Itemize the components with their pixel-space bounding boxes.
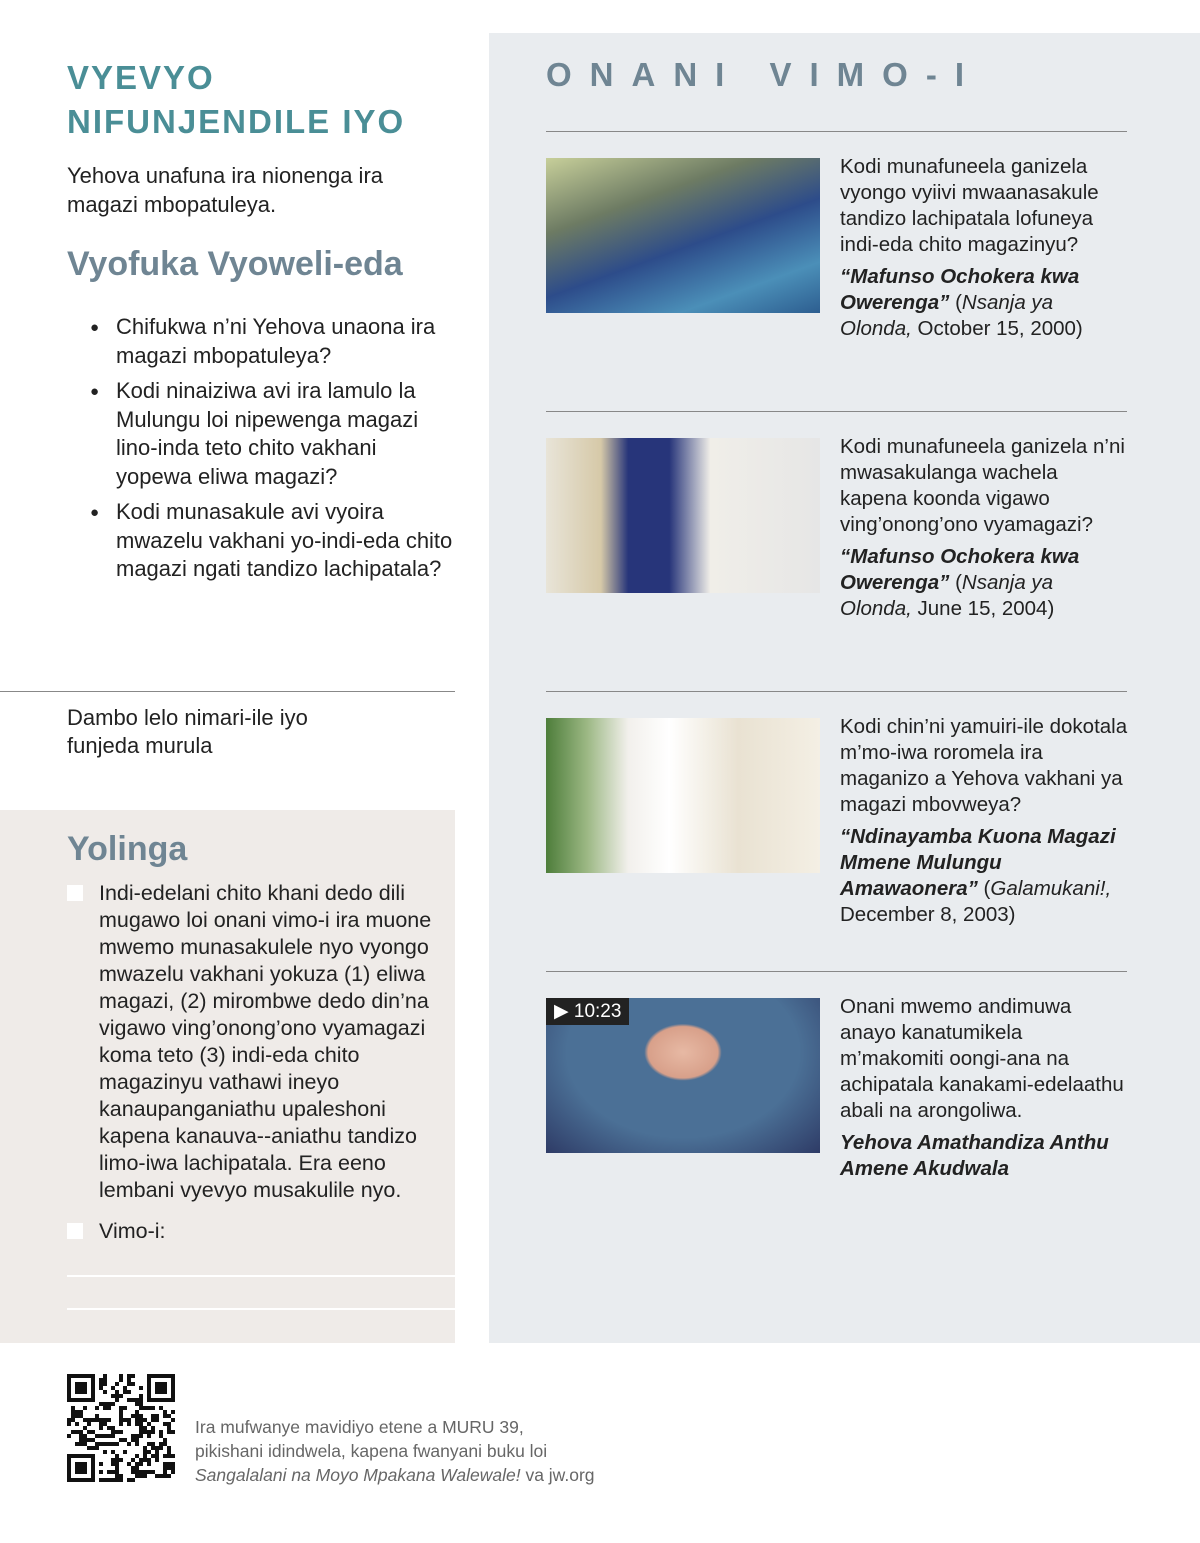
item-description: Kodi chin’ni yamuiri-ile dokotala m’mo-iwa roromela ira maganizo a Yehova vakhani ya magazi mbovweya? (840, 715, 1128, 816)
write-line[interactable] (67, 1308, 455, 1310)
citation-source: Nsanja ya Olonda, (840, 291, 1054, 340)
footer-text (195, 1415, 595, 1487)
divider (546, 411, 1127, 412)
questions-list (90, 313, 455, 591)
section-title: VYEVYO NIFUNJENDILE IYO (67, 59, 406, 140)
item-description: Kodi munafuneela ganizela n’ni mwasakulanga wachela kapena koonda vigawo ving’onong’ono vyamagazi? (840, 435, 1125, 536)
watch-title: ONANI VIMO-I (546, 56, 982, 93)
checkbox[interactable] (67, 885, 83, 901)
citation-date: December 8, 2003) (840, 903, 1016, 926)
citation[interactable] (840, 1130, 1130, 1182)
divider (546, 131, 1127, 132)
citation-title[interactable]: “Mafunso Ochokera kwa Owerenga” (840, 545, 1080, 594)
video-title[interactable]: Yehova Amathandiza Anthu Amene Akudwala (840, 1131, 1109, 1180)
write-line[interactable] (67, 1275, 455, 1277)
citation[interactable]: “Mafunso Ochokera kwa Owerenga” (Nsanja ya Olonda, October 15, 2000) (840, 265, 1083, 340)
question-item: ● Chifukwa n’ni Yehova unaona ira magazi mbopatuleya? (90, 313, 455, 370)
resource-item (546, 995, 1127, 1228)
intro-text: Yehova unafuna ira nionenga ira magazi mbopatuleya. (67, 163, 384, 217)
resource-item (546, 435, 1127, 668)
citation-date: June 15, 2004) (917, 597, 1055, 620)
practice-heading: Yolinga (67, 830, 188, 868)
item-description: Kodi munafuneela ganizela vyongo vyiivi mwaanasakule tandizo lachipatala lofuneya indi-eda chito magazinyu? (840, 155, 1099, 256)
citation[interactable]: “Ndinayamba Kuona Magazi Mmene Mulungu Amawaonera” (Galamukani!, December 8, 2003) (840, 825, 1116, 926)
qr-code (67, 1374, 175, 1482)
doctor-patient-photo[interactable] (546, 438, 820, 593)
footer-line: pikishani idindwela, kapena fwanyani buku loi (195, 1441, 548, 1461)
video-duration: ▶ 10:23 (546, 998, 629, 1025)
footer-line: Ira mufwanye mavidiyo etene a MURU 39, (195, 1417, 524, 1437)
questions-heading: Vyofuka Vyoweli-eda (67, 245, 403, 283)
citation-source: Galamukani!, (990, 877, 1112, 900)
practice-text: Indi-edelani chito khani dedo dili mugawo loi onani vimo-i ira muone mwemo munasakulele nyo vyongo mwazelu vakhani yokuza (1) eliwa magazi, (2) mirombwe dedo din’na vigawo ving’onong’ono vyamagazi koma teto (3) indi-eda chito magazinyu vathawi ineyo kanaupanganiathu upaleshoni kapena kanauva--aniathu tandizo limo-iwa lachipatala. Era eeno lembani vyevyo musakulile nyo. (99, 881, 432, 1202)
practice-item[interactable] (67, 1218, 447, 1245)
resource-item (546, 155, 1127, 388)
divider (546, 691, 1127, 692)
divider (546, 971, 1127, 972)
practice-text: Vimo-i: (99, 1219, 166, 1243)
checkbox[interactable] (67, 1223, 83, 1239)
question-item: ● Kodi munasakule avi vyoira mwazelu vakhani yo-indi-eda chito magazi ngati tandizo lachipatala? (90, 498, 455, 584)
surgery-photo[interactable] (546, 158, 820, 313)
question-item: ● Kodi ninaiziwa avi ira lamulo la Mulungu loi nipewenga magazi lino-inda teto chito vakhani yopewa eliwa magazi? (90, 377, 455, 491)
item-description: Onani mwemo andimuwa anayo kanatumikela m’makomiti oongi-ana na achipatala kanakami-edelaathu abali na arongoliwa. (840, 995, 1124, 1122)
citation-source: Nsanja ya Olonda, (840, 571, 1054, 620)
citation-title[interactable]: “Mafunso Ochokera kwa Owerenga” (840, 265, 1080, 314)
speaker-video[interactable] (546, 998, 820, 1153)
citation[interactable]: “Mafunso Ochokera kwa Owerenga” (Nsanja ya Olonda, June 15, 2004) (840, 545, 1080, 620)
citation-title[interactable]: “Ndinayamba Kuona Magazi Mmene Mulungu Amawaonera” (840, 825, 1116, 900)
divider (0, 691, 455, 692)
citation-date: October 15, 2000) (917, 317, 1083, 340)
notes-label: Dambo lelo nimari-ile iyo funjeda murula (67, 705, 308, 758)
doctor-photo[interactable] (546, 718, 820, 873)
footer-suffix: va jw.org (520, 1465, 595, 1485)
book-title[interactable]: Sangalalani na Moyo Mpakana Walewale! (195, 1465, 521, 1485)
practice-item[interactable] (67, 880, 447, 1204)
practice-list (67, 880, 447, 1245)
resource-item (546, 715, 1128, 948)
